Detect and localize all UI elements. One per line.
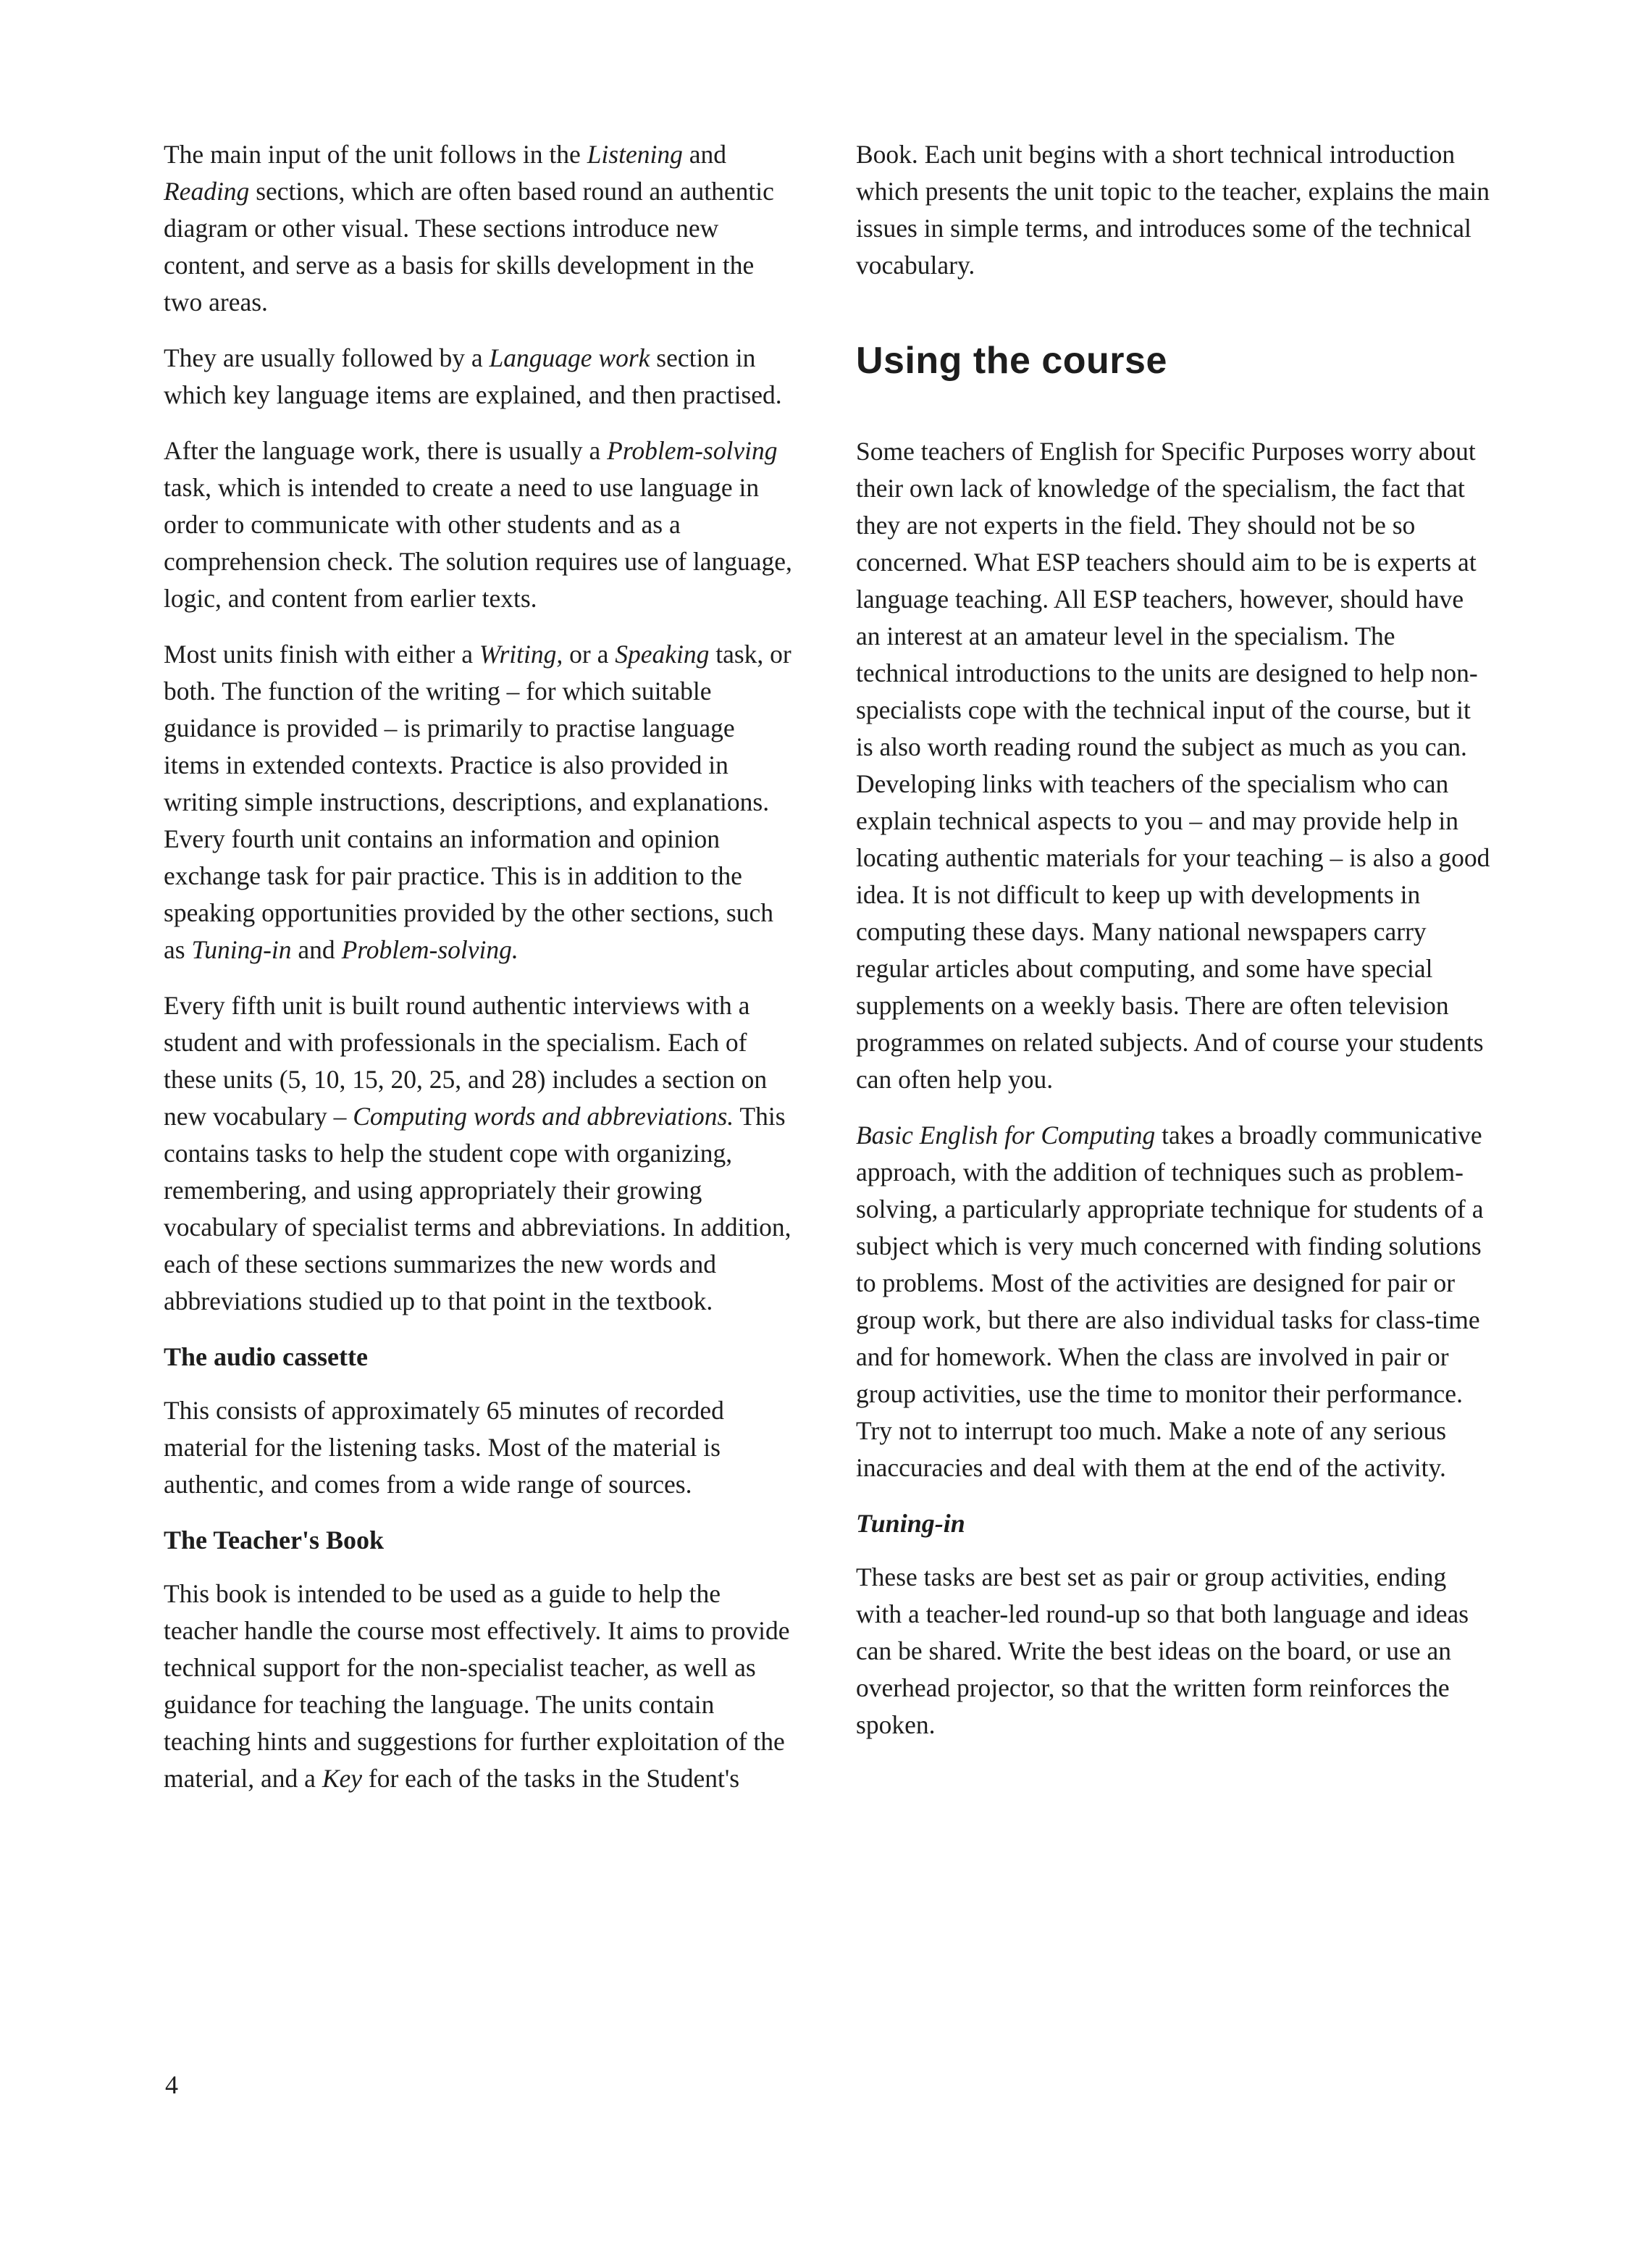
italic-term: Writing,: [479, 640, 563, 669]
text-run: This contains tasks to help the student cope with organizing, remembering, and using appropriately their growing vocabulary of specialist terms and abbreviations. In addition, each of these sections summarizes the new words and abbreviations studied up to that point in the textbook.: [164, 1102, 791, 1315]
paragraph-language-work: [164, 340, 794, 414]
paragraph-esp-teachers: Some teachers of English for Specific Purposes worry about their own lack of knowledge of the specialism, the fact that they are not experts in the field. They should not be so concerned. What ESP teachers should aim to be is experts at language teaching. All ESP teachers, however, should have an interest at an amateur level in the specialism. The technical introductions to the units are designed to help non-specialists cope with the technical input of the course, but it is also worth reading round the subject as much as you can. Developing links with teachers of the specialism who can explain technical aspects to you – and may provide help in locating authentic materials for your teaching – is also a good idea. It is not difficult to keep up with developments in computing these days. Many national newspapers carry regular articles about computing, and some have special supplements on a weekly basis. There are often television programmes on related subjects. And of course your students can often help you.: [856, 437, 1490, 1094]
italic-term: Reading: [164, 177, 250, 206]
paragraph-teachers-book: [164, 1576, 794, 1797]
paragraph-problem-solving: [164, 432, 794, 617]
italic-term: Computing words and abbreviations.: [353, 1102, 734, 1131]
text-run: takes a broadly communicative approach, with the addition of techniques such as problem-solving, a particularly appropriate technique for students of a subject which is very much concerned with finding solutions to problems. Most of the activities are designed for pair or group work, but there are also individual tasks for class-time and for homework. When the class are involved in pair or group activities, use the time to monitor their performance. Try not to interrupt too much. Make a note of any serious inaccuracies and deal with them at the end of the activity.: [856, 1121, 1484, 1482]
paragraph-book-continued: Book. Each unit begins with a short technical introduction which presents the unit topic to the teacher, explains the main issues in simple terms, and introduces some of the technical vocabulary.: [856, 140, 1490, 280]
text-run: sections, which are often based round an authentic diagram or other visual. These sections introduce new content, and serve as a basis for skills development in the two areas.: [164, 177, 774, 317]
paragraph-writing-speaking: [164, 636, 794, 968]
paragraph-main-input: [164, 136, 794, 321]
italic-title: Basic English for Computing: [856, 1121, 1156, 1150]
italic-term: Tuning-in: [191, 935, 292, 964]
page-number: 4: [165, 2070, 178, 2099]
italic-term: Listening: [587, 140, 683, 169]
italic-term: Problem-solving.: [341, 935, 518, 964]
text-run: task, or both. The function of the writing – for which suitable guidance is provided – is primarily to practise language items in extended contexts. Practice is also provided in writing simple instructions, descriptions, and explanations. Every fourth unit contains an information and opinion exchange task for pair practice. This is in addition to the speaking opportunities provided by the other sections, such as: [164, 640, 791, 964]
italic-term: Key: [322, 1764, 363, 1793]
text-run: or a: [563, 640, 616, 669]
heading-tuning-in: Tuning-in: [856, 1509, 965, 1538]
text-run: and: [682, 140, 726, 169]
left-column: [164, 136, 794, 1816]
text-run: task, which is intended to create a need to use language in order to communicate with other students and as a comprehension check. The solution requires use of language, logic, and content from earlier texts.: [164, 473, 792, 613]
text-run: The main input of the unit follows in the: [164, 140, 587, 169]
heading-audio-cassette: The audio cassette: [164, 1342, 368, 1371]
text-run: and: [291, 935, 342, 964]
text-run: for each of the tasks in the Student's: [362, 1764, 740, 1793]
text-run: They are usually followed by a: [164, 343, 490, 372]
text-run: After the language work, there is usually a: [164, 436, 608, 465]
italic-term: Speaking: [615, 640, 710, 669]
right-column: [856, 136, 1493, 1762]
paragraph-every-fifth-unit: [164, 987, 794, 1320]
heading-teachers-book: The Teacher's Book: [164, 1526, 385, 1554]
text-run: This book is intended to be used as a guide to help the teacher handle the course most effectively. It aims to provide technical support for the non-specialist teacher, as well as guidance for teaching the language. The units contain teaching hints and suggestions for further exploitation of the material, and a: [164, 1579, 790, 1793]
paragraph-tuning-in: These tasks are best set as pair or group activities, ending with a teacher-led round-up so that both language and ideas can be shared. Write the best ideas on the board, or use an overhead projector, so that the written form reinforces the spoken.: [856, 1562, 1469, 1739]
text-run: Every fifth unit is built round authentic interviews with a student and with professionals in the specialism. Each of these units (5, 10, 15, 20, 25, and 28) includes a section on new vocabulary –: [164, 991, 768, 1131]
paragraph-audio-cassette: This consists of approximately 65 minutes of recorded material for the listening tasks. Most of the material is authentic, and comes from a wide range of sources.: [164, 1396, 724, 1499]
italic-term: Problem-solving: [607, 436, 778, 465]
italic-term: Language work: [489, 343, 650, 372]
paragraph-communicative-approach: [856, 1117, 1493, 1486]
text-run: section in which key language items are explained, and then practised.: [164, 343, 782, 409]
section-title-using-the-course: Using the course: [856, 340, 1167, 382]
text-run: Most units finish with either a: [164, 640, 479, 669]
